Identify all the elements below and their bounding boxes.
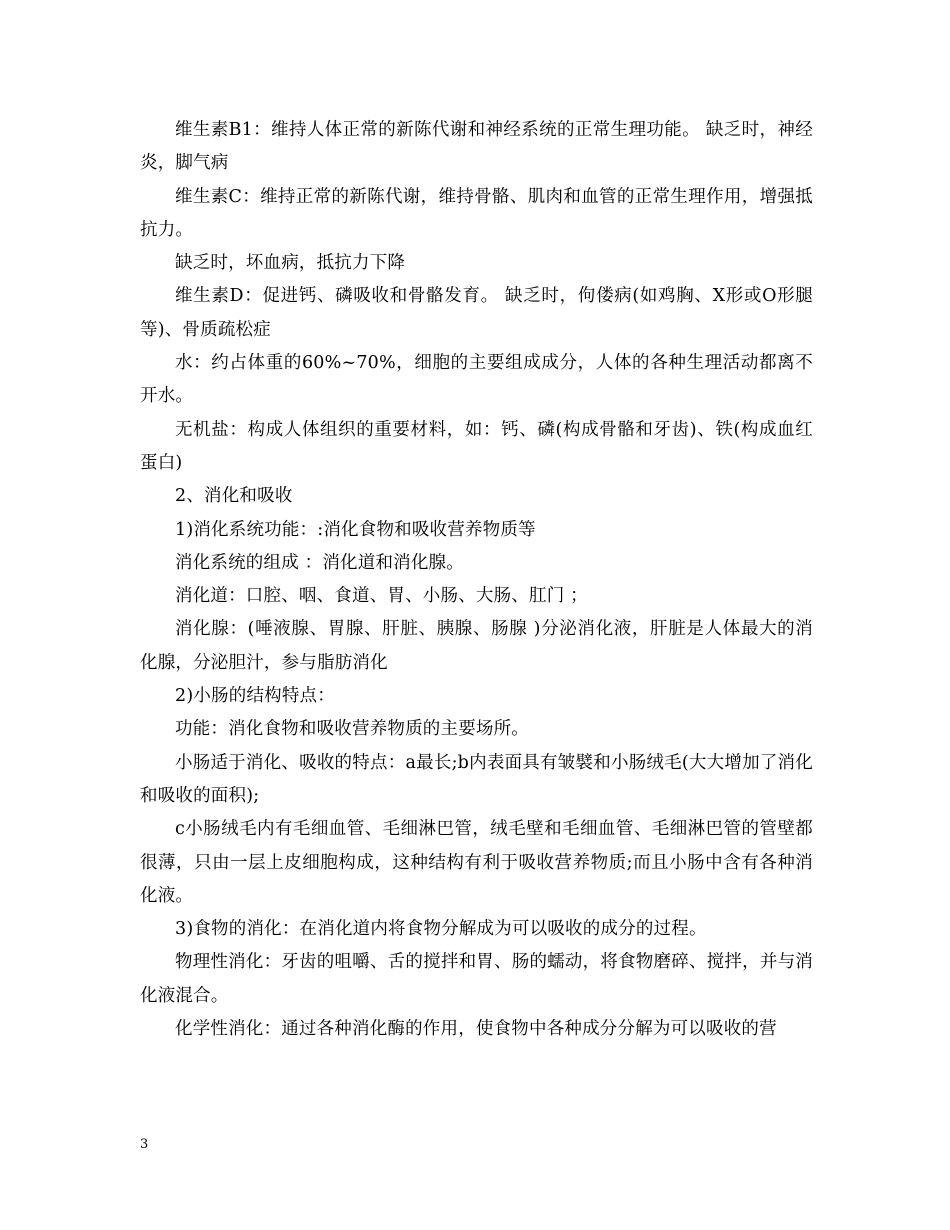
paragraph-small-intestine-features: 小肠适于消化、吸收的特点：a最长;b内表面具有皱襞和小肠绒毛(大大增加了消化和吸收的面积); bbox=[140, 752, 813, 806]
paragraph-inorganic-salts: 无机盐：构成人体组织的重要材料，如：钙、磷(构成骨骼和牙齿)、铁(构成血红蛋白) bbox=[140, 419, 813, 473]
section-heading-digestion: 2、消化和吸收 bbox=[175, 486, 293, 507]
paragraph-digestive-tract: 消化道：口腔、咽、食道、胃、小肠、大肠、肛门 ； bbox=[175, 586, 588, 607]
paragraph-chemical-digestion: 化学性消化：通过各种消化酶的作用，使食物中各种成分分解为可以吸收的营 bbox=[175, 1019, 777, 1040]
paragraph-food-digestion: 3)食物的消化：在消化道内将食物分解成为可以吸收的成分的过程。 bbox=[175, 919, 707, 940]
paragraph-digestive-function: 1)消化系统功能：:消化食物和吸收营养物质等 bbox=[175, 519, 536, 540]
paragraph-small-intestine-heading: 2)小肠的结构特点： bbox=[175, 686, 335, 707]
paragraph-digestive-glands: 消化腺：(唾液腺、胃腺、肝脏、胰腺、肠腺 )分泌消化液，肝脏是人体最大的消化腺，分泌胆汁，参与脂肪消化 bbox=[140, 619, 813, 673]
paragraph-digestive-composition: 消化系统的组成 ：消化道和消化腺。 bbox=[175, 552, 464, 573]
paragraph-vitamin-c-deficiency: 缺乏时，坏血病，抵抗力下降 bbox=[175, 253, 406, 274]
paragraph-small-intestine-function: 功能：消化食物和吸收营养物质的主要场所。 bbox=[175, 719, 529, 740]
paragraph-physical-digestion: 物理性消化：牙齿的咀嚼、舌的搅拌和胃、肠的蠕动，将食物磨碎、搅拌，并与消化液混合。 bbox=[140, 952, 813, 1006]
paragraph-villi: c小肠绒毛内有毛细血管、毛细淋巴管，绒毛壁和毛细血管、毛细淋巴管的管壁都很薄，只由一层上皮细胞构成，这种结构有利于吸收营养物质;而且小肠中含有各种消化液。 bbox=[140, 819, 813, 906]
page-body bbox=[140, 114, 813, 1046]
paragraph-vitamin-b1: 维生素B1：维持人体正常的新陈代谢和神经系统的正常生理功能。 缺乏时，神经炎，脚气病 bbox=[140, 120, 813, 174]
paragraph-vitamin-d: 维生素D：促进钙、磷吸收和骨骼发育。 缺乏时，佝偻病(如鸡胸、X形或O形腿等)、骨质疏松症 bbox=[140, 286, 813, 340]
paragraph-water: 水：约占体重的60%~70%，细胞的主要组成成分，人体的各种生理活动都离不开水。 bbox=[140, 353, 813, 407]
paragraph-vitamin-c: 维生素C：维持正常的新陈代谢，维持骨骼、肌肉和血管的正常生理作用，增强抵抗力。 bbox=[140, 186, 813, 240]
page-number: 3 bbox=[140, 1137, 149, 1152]
